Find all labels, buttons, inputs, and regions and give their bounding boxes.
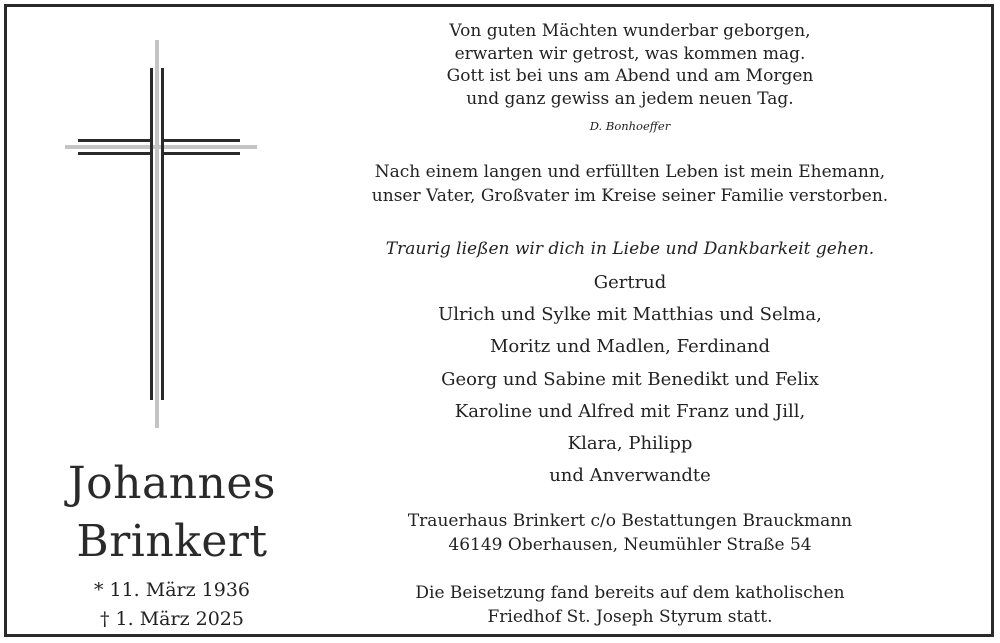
family-member: Ulrich und Sylke mit Matthias und Selma,: [438, 304, 822, 326]
quote-line: und ganz gewiss an jedem neuen Tag.: [466, 88, 794, 109]
contact-address: [340, 510, 920, 557]
family-member: Gertrud: [593, 272, 667, 293]
cross-icon: [62, 40, 262, 430]
farewell-line: Traurig ließen wir dich in Liebe und Dankbarkeit gehen.: [385, 239, 875, 259]
burial-line: Die Beisetzung fand bereits auf dem katholischen: [415, 583, 845, 603]
birth-date: * 11. März 1936: [93, 579, 251, 601]
burial-line: Friedhof St. Joseph Styrum statt.: [487, 606, 773, 627]
family-member: Georg und Sabine mit Benedikt und Felix: [441, 368, 819, 390]
intro-text: [340, 160, 920, 208]
quote-line: Von guten Mächten wunderbar geborgen,: [449, 21, 811, 41]
family-list: [340, 267, 920, 492]
contact-line: Trauerhaus Brinkert c/o Bestattungen Brauckmann: [407, 511, 853, 531]
intro-line: Nach einem langen und erfüllten Leben ist mein Ehemann,: [374, 162, 886, 182]
family-member: und Anverwandte: [549, 465, 711, 487]
family-member: Karoline und Alfred mit Franz und Jill,: [454, 400, 806, 422]
deceased-last-name: Brinkert: [76, 516, 268, 567]
quote-author: D. Bonhoeffer: [589, 119, 671, 133]
family-member: Klara, Philipp: [567, 433, 693, 455]
intro-line: unser Vater, Großvater im Kreise seiner Familie verstorben.: [371, 186, 889, 206]
death-date: † 1. März 2025: [100, 608, 244, 630]
burial-note: [340, 582, 920, 629]
deceased-first-name: Johannes: [68, 458, 276, 509]
quote-line: Gott ist bei uns am Abend und am Morgen: [446, 66, 814, 86]
contact-line: 46149 Oberhausen, Neumühler Straße 54: [448, 534, 812, 555]
quote-line: erwarten wir getrost, was kommen mag.: [454, 43, 806, 64]
family-member: Moritz und Madlen, Ferdinand: [489, 336, 771, 358]
bonhoeffer-quote: [340, 20, 920, 110]
